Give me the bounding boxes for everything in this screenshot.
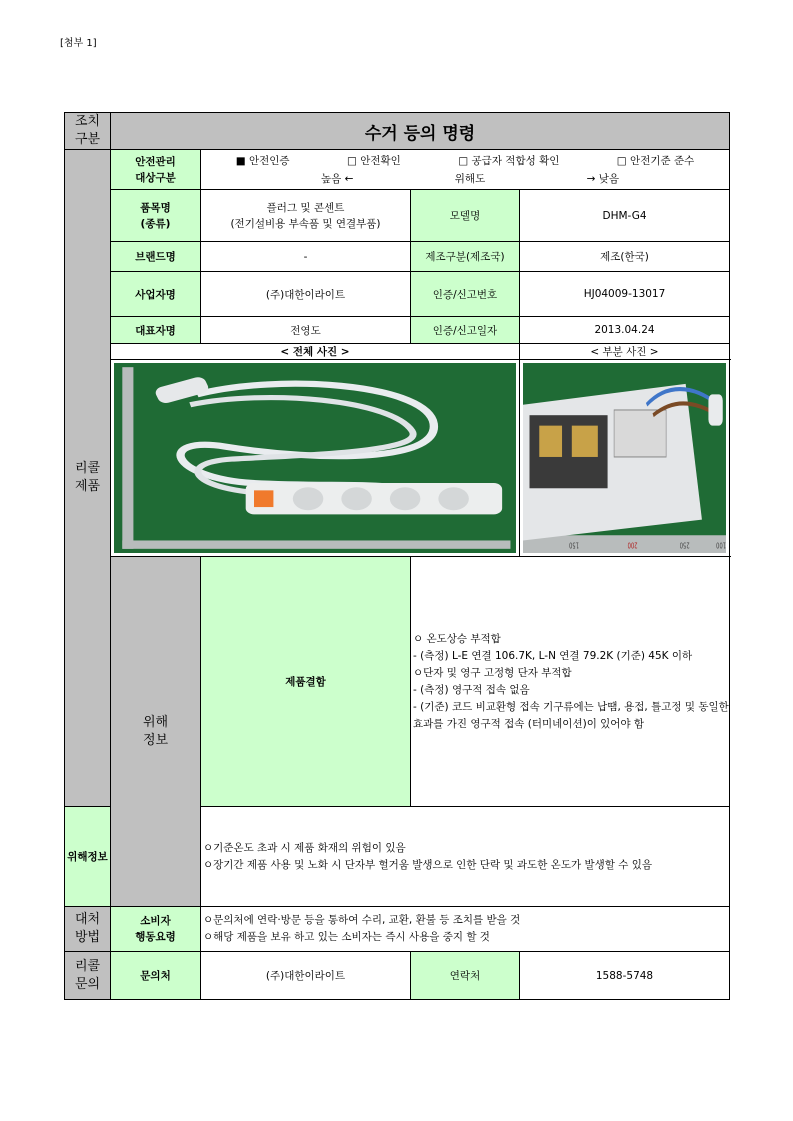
product-name-value-cell [201, 190, 411, 242]
consumer-action-label-cell [111, 907, 201, 952]
action-type-header [65, 113, 111, 150]
hazard-info-header [111, 557, 201, 907]
hazard-line: ㅇ기준온도 초과 시 제품 화재의 위험이 있음 [203, 841, 406, 854]
company-value: (주)대한이라이트 [201, 272, 411, 317]
ruler-mark-250: 250 [679, 540, 690, 550]
action-type-label: 조치 구분 [74, 114, 101, 147]
defect-line: ㅇ단자 및 영구 고정형 단자 부적합 [413, 666, 572, 679]
consumer-action-label: 소비자 행동요령 [135, 915, 176, 943]
hazard-line: ㅇ장기간 제품 사용 및 노화 시 단자부 헐거움 발생으로 인한 단락 및 과도한 온도가 발생할 수 있음 [203, 858, 652, 871]
partial-photo-label: < 부분 사진 > [520, 344, 730, 360]
response-header [65, 907, 111, 952]
consumer-action-line: ㅇ문의처에 연락·방문 등을 통하여 수리, 교환, 환불 등 조치를 받을 것 [203, 914, 521, 926]
brand-label: 브랜드명 [111, 242, 201, 272]
category-option-safety-confirm: □ 안전확인 [347, 155, 401, 167]
defect-line: - (측정) L-E 연결 106.7K, L-N 연결 79.2K (기준) 45K 이하 [413, 649, 693, 662]
recall-product-label: 리콜 제품 [74, 461, 101, 494]
defect-line: - (측정) 영구적 접속 없음 [413, 683, 530, 696]
product-name-value: 플러그 및 콘센트 (전기설비용 부속품 및 연결부품) [230, 201, 381, 230]
category-option-supplier-conformity: □ 공급자 적합성 확인 [458, 155, 560, 167]
hazard-info-section-label: 위해 정보 [142, 714, 169, 748]
full-photo-label: < 전체 사진 > [111, 344, 520, 360]
cert-date-value: 2013.04.24 [520, 317, 730, 344]
cert-number-label: 인증/신고번호 [411, 272, 520, 317]
defect-line: ㅇ 온도상승 부적합 [413, 632, 501, 645]
risk-scale-high: 높음 ← [321, 173, 354, 185]
recall-product-header [65, 150, 111, 807]
risk-scale-mid: 위해도 [454, 173, 486, 185]
response-section-label: 대처 방법 [74, 912, 101, 945]
partial-product-photo [523, 363, 726, 553]
safety-category-label: 안전관리 대상구분 [135, 155, 176, 184]
attachment-label: [첨부 1] [60, 38, 97, 49]
inquiry-label: 문의처 [111, 952, 201, 1000]
category-option-standard-compliance: □ 안전기준 준수 [616, 155, 695, 167]
risk-scale-low: → 낮음 [586, 173, 619, 185]
cert-date-label: 인증/신고일자 [411, 317, 520, 344]
hazard-description [201, 807, 730, 907]
company-label: 사업자명 [111, 272, 201, 317]
safety-category-label-cell [111, 150, 201, 190]
contact-label: 연락처 [411, 952, 520, 1000]
product-name-label-cell [111, 190, 201, 242]
cert-number-value: HJ04009-13017 [520, 272, 730, 317]
model-label: 모델명 [411, 190, 520, 242]
consumer-action-line: ㅇ해당 제품을 보유 하고 있는 소비자는 즉시 사용을 중지 할 것 [203, 931, 490, 943]
brand-value: - [201, 242, 411, 272]
model-value: DHM-G4 [520, 190, 730, 242]
product-name-label: 품목명 (종류) [140, 201, 171, 230]
partial-photo-cell [520, 360, 730, 557]
ruler-mark-100: 100 [716, 540, 726, 550]
full-product-photo [114, 363, 516, 553]
contact-value: 1588-5748 [520, 952, 730, 1000]
origin-label: 제조구분(제조국) [411, 242, 520, 272]
ceo-value: 전영도 [201, 317, 411, 344]
defect-description [411, 557, 730, 807]
recall-inquiry-section-label: 리콜 문의 [74, 958, 101, 992]
ruler-mark-150: 150 [569, 540, 579, 550]
page-title: 수거 등의 명령 [364, 123, 476, 144]
consumer-action-description [201, 907, 730, 952]
ceo-label: 대표자명 [111, 317, 201, 344]
recall-inquiry-header [65, 952, 111, 1000]
ruler-mark-200: 200 [627, 540, 638, 550]
defect-label: 제품결함 [201, 557, 411, 807]
category-option-safety-cert: ■ 안전인증 [235, 155, 290, 167]
defect-line: - (기준) 코드 비교환형 접속 기구류에는 납땜, 용접, 틀고정 및 동일한 효과를 가진 영구적 접속 (터미네이션)이 있어야 함 [413, 700, 729, 730]
hazard-label: 위해정보 [65, 807, 111, 907]
title-cell [111, 113, 730, 150]
full-photo-cell [111, 360, 520, 557]
recall-notice-table [64, 112, 730, 1000]
inquiry-value: (주)대한이라이트 [201, 952, 411, 1000]
safety-category-options [201, 150, 730, 190]
origin-value: 제조(한국) [520, 242, 730, 272]
